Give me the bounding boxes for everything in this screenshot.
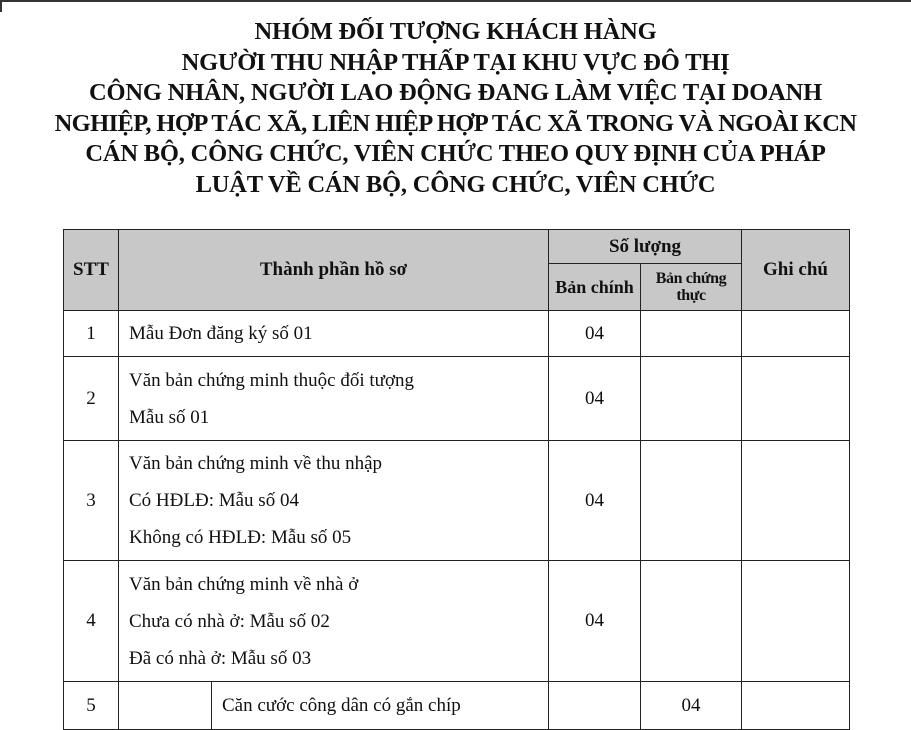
content-line: Có HĐLĐ: Mẫu số 04 [129, 490, 299, 511]
row-ghi-chu [742, 311, 850, 357]
row-ban-chung-thuc [641, 561, 742, 682]
row-content [119, 561, 549, 682]
table-row [64, 682, 850, 730]
row-ghi-chu [742, 561, 850, 682]
row-ban-chung-thuc: 04 [641, 682, 742, 730]
row-stt: 5 [64, 682, 119, 730]
row-ghi-chu [742, 682, 850, 730]
title-line: NGHIỆP, HỢP TÁC XÃ, LIÊN HIỆP HỢP TÁC XÃ TRONG VÀ NGOÀI KCN [54, 109, 857, 137]
row-content [212, 682, 549, 730]
content-line: Đã có nhà ở: Mẫu số 03 [129, 647, 312, 669]
title-line: CÁN BỘ, CÔNG CHỨC, VIÊN CHỨC THEO QUY ĐỊNH CỦA PHÁP [85, 140, 826, 167]
table-row [64, 357, 850, 441]
row-stt: 4 [64, 561, 119, 682]
row-ban-chinh: 04 [549, 311, 641, 357]
document-requirements-table [63, 229, 850, 730]
document-title [30, 17, 881, 200]
header-stt: STT [64, 230, 119, 311]
content-line: Mẫu số 01 [129, 406, 210, 428]
title-line: NGƯỜI THU NHẬP THẤP TẠI KHU VỰC ĐÔ THỊ [181, 48, 730, 76]
row-ghi-chu [742, 441, 850, 561]
top-border-notch [0, 0, 2, 12]
row-ban-chung-thuc [641, 311, 742, 357]
row-ban-chinh: 04 [549, 357, 641, 441]
row-ban-chinh: 04 [549, 441, 641, 561]
table-row [64, 441, 850, 561]
row-ban-chung-thuc [641, 441, 742, 561]
content-line: Mẫu Đơn đăng ký số 01 [129, 323, 313, 344]
content-line: Chưa có nhà ở: Mẫu số 02 [129, 610, 330, 632]
row-sub-left [119, 682, 212, 730]
header-ban-chinh: Bản chính [549, 264, 641, 311]
header-thanh-phan-ho-so: Thành phần hồ sơ [119, 230, 549, 311]
content-line: Văn bản chứng minh thuộc đối tượng [129, 369, 414, 391]
table-header-row [64, 230, 850, 264]
row-stt: 3 [64, 441, 119, 561]
title-line: CÔNG NHÂN, NGƯỜI LAO ĐỘNG ĐANG LÀM VIỆC TẠI DOANH [89, 79, 822, 106]
content-line: Văn bản chứng minh về nhà ở [129, 573, 359, 595]
row-stt: 2 [64, 357, 119, 441]
content-line: Văn bản chứng minh về thu nhập [129, 453, 383, 474]
row-ban-chung-thuc [641, 357, 742, 441]
row-ghi-chu [742, 357, 850, 441]
row-ban-chinh: 04 [549, 561, 641, 682]
title-line: NHÓM ĐỐI TƯỢNG KHÁCH HÀNG [254, 18, 657, 45]
content-line: Căn cước công dân có gắn chíp [222, 695, 461, 716]
row-content [119, 441, 549, 561]
row-stt: 1 [64, 311, 119, 357]
header-ban-chung-thuc: Bản chứng thực [641, 264, 742, 311]
row-content [119, 311, 549, 357]
content-line: Không có HĐLĐ: Mẫu số 05 [129, 527, 352, 548]
header-ghi-chu: Ghi chú [742, 230, 850, 311]
top-border-line [0, 0, 911, 2]
title-line: LUẬT VỀ CÁN BỘ, CÔNG CHỨC, VIÊN CHỨC [195, 170, 716, 198]
row-ban-chinh [549, 682, 641, 730]
table-row [64, 311, 850, 357]
row-content [119, 357, 549, 441]
header-so-luong: Số lượng [549, 230, 742, 264]
table-row [64, 561, 850, 682]
